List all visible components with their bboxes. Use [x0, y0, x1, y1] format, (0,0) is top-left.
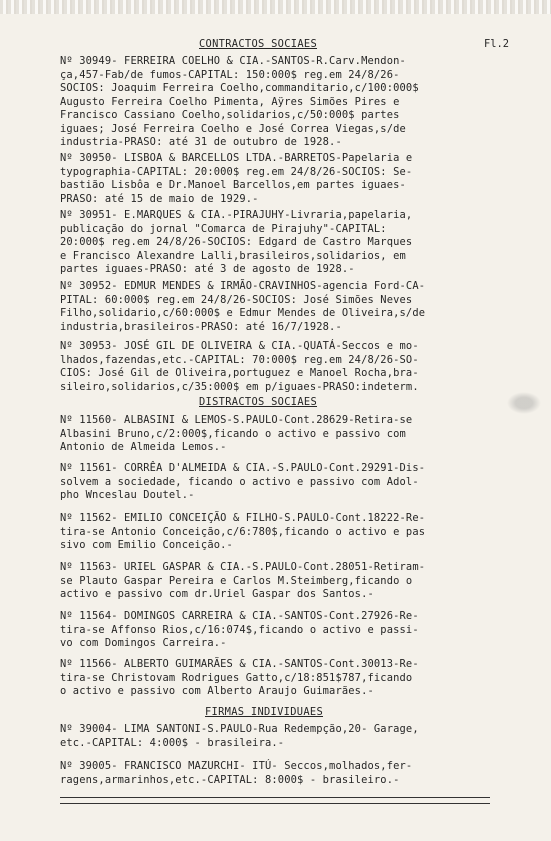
entry-line: activo e passivo com dr.Uriel Gaspar dos Santos.- [60, 588, 374, 600]
entry-line: industria,brasileiros-PRASO: até 16/7/1928.- [60, 320, 342, 333]
entry-line: Nº 11566- ALBERTO GUIMARÃES & CIA.-SANTOS-Cont.30013-Re- [60, 658, 419, 670]
contract-entry [60, 152, 480, 206]
closing-rule [60, 803, 490, 804]
entry-line: tira-se Affonso Rios,c/16:074$,ficando o activo e passi- [60, 623, 419, 636]
entry-line: PRASO: até 15 de maio de 1929.- [60, 192, 259, 205]
entry-line: Nº 11560- ALBASINI & LEMOS-S.PAULO-Cont.28629-Retira-se [60, 414, 413, 426]
contract-entry [60, 280, 480, 334]
distract-entry [60, 561, 480, 602]
distract-entry [60, 658, 480, 699]
entry-line: Nº 39005- FRANCISCO MAZURCHI- ITÚ- Seccos,molhados,fer- [60, 760, 413, 772]
entry-line: industria-PRASO: até 31 de outubro de 1928.- [60, 136, 342, 148]
entry-line: SOCIOS: Joaquim Ferreira Coelho,commanditario,c/100:000$ [60, 82, 419, 94]
entry-line: Albasini Bruno,c/2:000$,ficando o activo e passivo com [60, 427, 406, 440]
section-title-firmas: FIRMAS INDIVIDUAES [205, 706, 324, 718]
entry-line: ça,457-Fab/de fumos-CAPITAL: 150:000$ reg.em 24/8/26- [60, 68, 400, 81]
scanned-top-edge [0, 0, 551, 14]
entry-line: CIOS: José Gil de Oliveira,portuguez e Manoel Rocha,bra- [60, 367, 419, 379]
entry-line: Nº 11563- URIEL GASPAR & CIA.-S.PAULO-Cont.28051-Retiram- [60, 561, 426, 573]
entry-line: 20:000$ reg.em 24/8/26-SOCIOS: Edgard de Castro Marques [60, 236, 413, 248]
entry-line: Nº 30950- LISBOA & BARCELLOS LTDA.-BARRETOS-Papelaria e [60, 152, 413, 164]
entry-line: Nº 11561- CORRÊA D'ALMEIDA & CIA.-S.PAULO-Cont.29291-Dis- [60, 462, 426, 474]
distract-entry [60, 512, 480, 553]
entry-line: iguaes; José Ferreira Coelho e José Correa Viegas,s/de [60, 122, 406, 135]
entry-line: solvem a sociedade, ficando o activo e passivo com Adol- [60, 475, 419, 488]
firma-entry [60, 760, 480, 787]
entry-line: etc.-CAPITAL: 4:000$ - brasileira.- [60, 736, 285, 749]
entry-line: sileiro,solidarios,c/35:000$ em p/iguaes-PRASO:indeterm. [60, 380, 419, 393]
contract-entry [60, 55, 480, 150]
distract-entry [60, 462, 480, 503]
distract-entry [60, 414, 480, 455]
entry-line: o activo e passivo com Alberto Araujo Guimarães.- [60, 685, 374, 697]
entry-line: Nº 30953- JOSÉ GIL DE OLIVEIRA & CIA.-QUATÁ-Seccos e mo- [60, 340, 419, 352]
distract-entry [60, 610, 480, 651]
entry-line: Nº 30951- E.MARQUES & CIA.-PIRAJUHY-Livraria,papelaria, [60, 209, 413, 221]
entry-line: Nº 30949- FERREIRA COELHO & CIA.-SANTOS-R.Carv.Mendon- [60, 55, 406, 67]
entry-line: Antonio de Almeida Lemos.- [60, 441, 227, 453]
entry-line: partes iguaes-PRASO: até 3 de agosto de 1928.- [60, 263, 355, 275]
entry-line: bastião Lisbôa e Dr.Manoel Barcellos,em partes iguaes- [60, 179, 406, 191]
entry-line: ragens,armarinhos,etc.-CAPITAL: 8:000$ - brasileiro.- [60, 773, 400, 786]
entry-line: sivo com Emilio Conceição.- [60, 539, 233, 551]
entry-line: Augusto Ferreira Coelho Pimenta, Aÿres Simões Pires e [60, 95, 400, 108]
entry-line: Nº 39004- LIMA SANTONI-S.PAULO-Rua Redempção,20- Garage, [60, 723, 419, 735]
entry-line: Nº 11562- EMILIO CONCEIÇÃO & FILHO-S.PAULO-Cont.18222-Re- [60, 512, 426, 524]
page-header [0, 38, 551, 52]
section-title-distractos: DISTRACTOS SOCIAES [199, 396, 318, 408]
entry-line: PITAL: 60:000$ reg.em 24/8/26-SOCIOS: José Simões Neves [60, 293, 413, 306]
entry-line: publicação do jornal "Comarca de Pirajuhy"-CAPITAL: [60, 222, 387, 235]
entry-line: tira-se Antonio Conceição,c/6:780$,ficando o activo e pas [60, 525, 426, 538]
margin-ink-mark [504, 390, 544, 416]
entry-line: Filho,solidario,c/60:000$ e Edmur Mendes de Oliveira,s/de [60, 307, 426, 319]
entry-line: vo com Domingos Carreira.- [60, 637, 227, 649]
entry-line: e Francisco Alexandre Lalli,brasileiros,solidarios, em [60, 249, 406, 262]
entry-line: Nº 30952- EDMUR MENDES & IRMÃO-CRAVINHOS-agencia Ford-CA- [60, 280, 426, 292]
closing-rule [60, 797, 490, 798]
contract-entry [60, 209, 480, 277]
entry-line: se Plauto Gaspar Pereira e Carlos M.Steimberg,ficando o [60, 574, 413, 587]
page-number: Fl.2 [484, 38, 510, 50]
entry-line: lhados,fazendas,etc.-CAPITAL: 70:000$ reg.em 24/8/26-SO- [60, 353, 419, 366]
entry-line: Francisco Cassiano Coelho,solidarios,c/50:000$ partes [60, 109, 400, 121]
entry-line: Nº 11564- DOMINGOS CARREIRA & CIA.-SANTOS-Cont.27926-Re- [60, 610, 419, 622]
entry-line: typographia-CAPITAL: 20:000$ reg.em 24/8/26-SOCIOS: Se- [60, 165, 413, 178]
section-title-contractos: CONTRACTOS SOCIAES [199, 38, 318, 50]
firma-entry [60, 723, 480, 750]
entry-line: pho Wnceslau Doutel.- [60, 489, 195, 501]
entry-line: tira-se Christovam Rodrigues Gatto,c/18:851$787,ficando [60, 671, 413, 684]
contract-entry [60, 340, 480, 394]
